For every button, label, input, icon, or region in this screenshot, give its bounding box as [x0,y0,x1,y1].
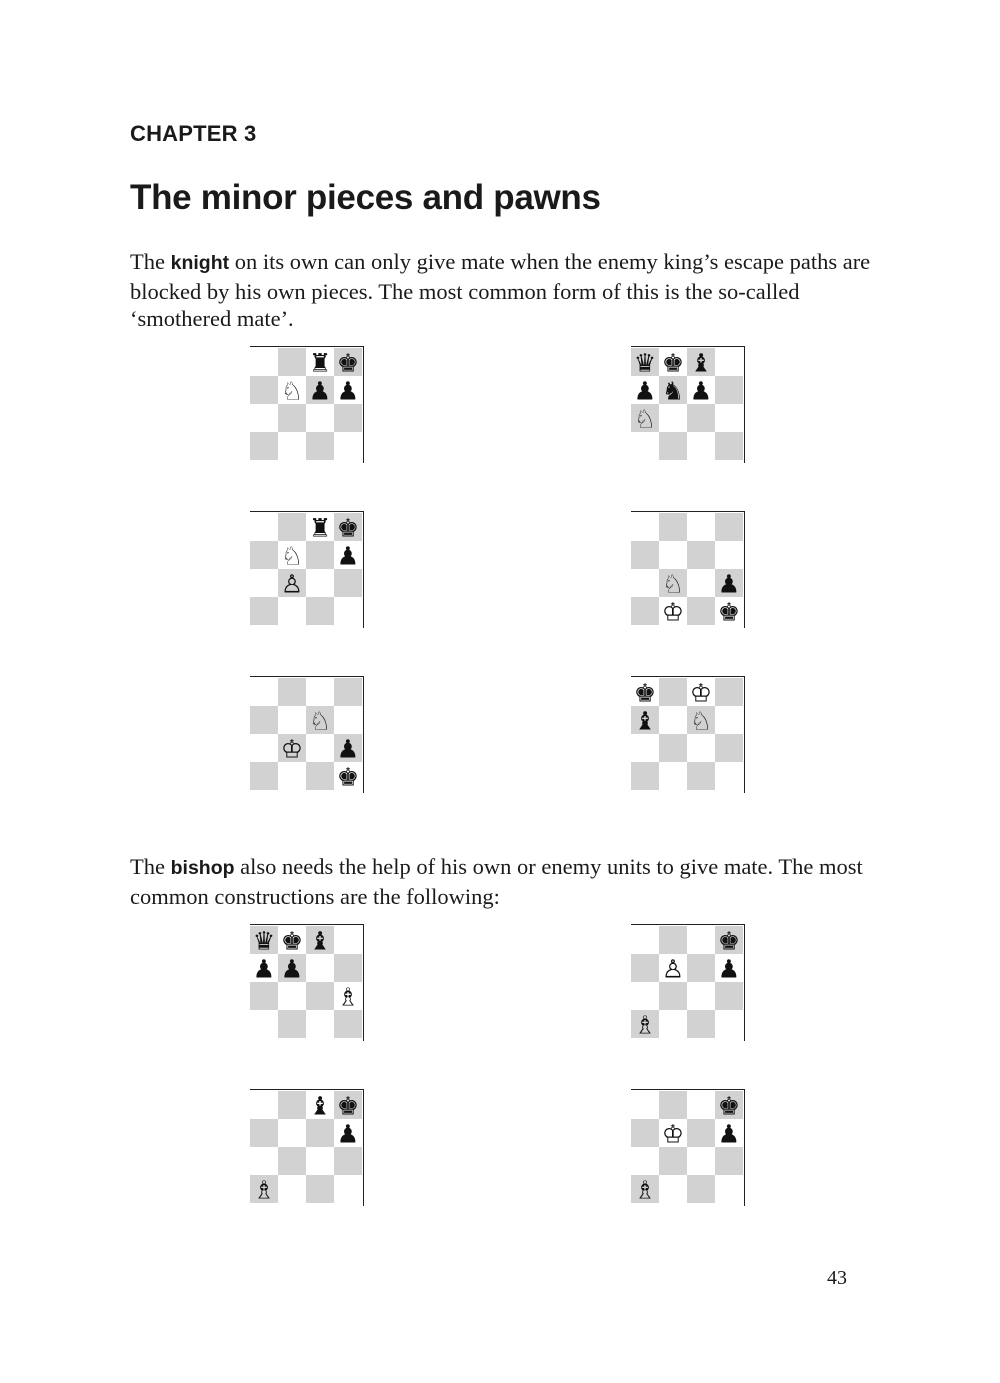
light-square [278,1175,306,1203]
white-bishop-icon: ♗ [633,1175,657,1205]
black-pawn-icon: ♟ [633,376,657,406]
dark-square [278,404,306,432]
light-square [278,597,306,625]
dark-square [659,513,687,541]
dark-square [715,1147,743,1175]
white-pawn-icon: ♙ [280,569,304,599]
black-rook-icon: ♜ [308,513,332,543]
dark-square [278,1147,306,1175]
keyword-bishop: bishop [170,857,235,879]
paragraph-text: also needs the help of his own or enemy units to give mate. The most common constructions are the following: [130,854,863,909]
board-grid [631,925,743,1041]
light-square [250,348,278,376]
white-king-icon: ♔ [661,597,685,627]
dark-square [278,1010,306,1038]
light-square [631,513,659,541]
light-square [687,1091,715,1119]
dark-square [631,762,659,790]
light-square [631,569,659,597]
dark-square [687,404,715,432]
dark-square [334,1010,362,1038]
dark-square [334,954,362,982]
light-square [659,706,687,734]
light-square [306,569,334,597]
light-square [631,734,659,762]
light-square [250,569,278,597]
black-pawn-icon: ♟ [336,734,360,764]
black-bishop-icon: ♝ [308,1091,332,1121]
board-grid [631,1090,743,1206]
dark-square [250,597,278,625]
white-knight-icon: ♘ [661,569,685,599]
dark-square [631,954,659,982]
white-bishop-icon: ♗ [633,1010,657,1040]
white-king-icon: ♔ [661,1119,685,1149]
white-knight-icon: ♘ [280,376,304,406]
dark-square [278,513,306,541]
dark-square [715,982,743,1010]
light-square [278,706,306,734]
black-pawn-icon: ♟ [336,541,360,571]
knight-intro-paragraph [130,248,890,333]
dark-square [250,982,278,1010]
dark-square [715,432,743,460]
light-square [659,541,687,569]
board-grid [250,925,362,1041]
dark-square [687,954,715,982]
dark-square [659,1091,687,1119]
paragraph-text: The [130,249,171,274]
white-bishop-icon: ♗ [252,1175,276,1205]
black-king-icon: ♚ [336,348,360,378]
black-pawn-icon: ♟ [689,376,713,406]
black-pawn-icon: ♟ [717,569,741,599]
black-king-icon: ♚ [336,1091,360,1121]
white-king-icon: ♔ [280,734,304,764]
dark-square [715,513,743,541]
dark-square [334,404,362,432]
dark-square [334,569,362,597]
dark-square [250,1119,278,1147]
black-pawn-icon: ♟ [336,376,360,406]
light-square [306,678,334,706]
light-square [687,982,715,1010]
black-king-icon: ♚ [661,348,685,378]
black-rook-icon: ♜ [308,348,332,378]
light-square [278,982,306,1010]
dark-square [659,432,687,460]
bishop-diagram-4 [631,1089,745,1206]
dark-square [687,762,715,790]
bishop-diagram-2 [631,924,745,1041]
board-grid [250,677,362,793]
dark-square [250,432,278,460]
dark-square [715,678,743,706]
black-queen-icon: ♛ [252,926,276,956]
knight-diagram-2 [631,346,745,463]
dark-square [278,678,306,706]
light-square [250,404,278,432]
black-pawn-icon: ♟ [280,954,304,984]
black-bishop-icon: ♝ [308,926,332,956]
light-square [334,597,362,625]
light-square [250,1010,278,1038]
light-square [306,1147,334,1175]
dark-square [659,678,687,706]
light-square [687,513,715,541]
knight-diagram-1 [250,346,364,463]
black-king-icon: ♚ [717,597,741,627]
light-square [278,432,306,460]
light-square [250,678,278,706]
light-square [715,541,743,569]
black-king-icon: ♚ [280,926,304,956]
light-square [306,954,334,982]
dark-square [250,376,278,404]
dark-square [334,1147,362,1175]
light-square [687,734,715,762]
dark-square [334,678,362,706]
dark-square [659,926,687,954]
bishop-diagram-1 [250,924,364,1041]
black-queen-icon: ♛ [633,348,657,378]
dark-square [687,1010,715,1038]
light-square [250,1147,278,1175]
light-square [659,762,687,790]
knight-diagram-3 [250,511,364,628]
black-pawn-icon: ♟ [308,376,332,406]
light-square [631,926,659,954]
light-square [687,432,715,460]
dark-square [306,762,334,790]
dark-square [659,734,687,762]
light-square [306,734,334,762]
dark-square [278,1091,306,1119]
knight-diagram-6 [631,676,745,793]
dark-square [715,376,743,404]
board-grid [250,512,362,628]
light-square [306,1010,334,1038]
dark-square [687,1119,715,1147]
light-square [334,1175,362,1203]
light-square [278,1119,306,1147]
dark-square [687,541,715,569]
dark-square [278,348,306,376]
black-bishop-icon: ♝ [633,706,657,736]
light-square [631,1147,659,1175]
chapter-title: The minor pieces and pawns [130,178,601,217]
keyword-knight: knight [170,252,230,274]
white-knight-icon: ♘ [280,541,304,571]
light-square [250,734,278,762]
black-bishop-icon: ♝ [689,348,713,378]
black-king-icon: ♚ [717,926,741,956]
board-grid [250,1090,362,1206]
dark-square [250,541,278,569]
dark-square [306,597,334,625]
light-square [631,1091,659,1119]
light-square [250,513,278,541]
light-square [659,404,687,432]
bishop-intro-paragraph [130,853,890,910]
dark-square [687,1175,715,1203]
light-square [687,569,715,597]
light-square [334,706,362,734]
light-square [250,1091,278,1119]
board-grid [250,347,362,463]
black-knight-icon: ♞ [661,376,685,406]
dark-square [631,1119,659,1147]
light-square [715,348,743,376]
knight-diagram-4 [631,511,745,628]
dark-square [715,734,743,762]
black-pawn-icon: ♟ [717,1119,741,1149]
black-pawn-icon: ♟ [717,954,741,984]
paragraph-text: on its own can only give mate when the enemy king’s escape paths are blocked by his own pieces. The most common form of this is the so-called ‘smothered mate’. [130,249,871,331]
light-square [659,1175,687,1203]
chapter-label: CHAPTER 3 [130,121,257,146]
dark-square [659,1147,687,1175]
dark-square [631,597,659,625]
paragraph-text: The [130,854,171,879]
white-knight-icon: ♘ [633,404,657,434]
bishop-diagram-3 [250,1089,364,1206]
light-square [334,926,362,954]
light-square [334,432,362,460]
dark-square [659,982,687,1010]
light-square [659,1010,687,1038]
light-square [715,706,743,734]
light-square [715,404,743,432]
light-square [631,982,659,1010]
black-king-icon: ♚ [633,678,657,708]
light-square [631,432,659,460]
dark-square [687,597,715,625]
dark-square [306,541,334,569]
white-king-icon: ♔ [689,678,713,708]
dark-square [306,1119,334,1147]
board-grid [631,512,743,628]
light-square [306,404,334,432]
page-number: 43 [827,1267,847,1289]
black-pawn-icon: ♟ [336,1119,360,1149]
light-square [687,926,715,954]
knight-diagram-5 [250,676,364,793]
white-bishop-icon: ♗ [336,982,360,1012]
light-square [715,1175,743,1203]
black-pawn-icon: ♟ [252,954,276,984]
black-king-icon: ♚ [336,513,360,543]
board-grid [631,347,743,463]
dark-square [306,982,334,1010]
dark-square [250,706,278,734]
light-square [278,762,306,790]
board-grid [631,677,743,793]
white-knight-icon: ♘ [308,706,332,736]
white-knight-icon: ♘ [689,706,713,736]
light-square [715,762,743,790]
black-king-icon: ♚ [336,762,360,792]
white-pawn-icon: ♙ [661,954,685,984]
black-king-icon: ♚ [717,1091,741,1121]
light-square [687,1147,715,1175]
dark-square [250,762,278,790]
dark-square [631,541,659,569]
light-square [715,1010,743,1038]
dark-square [306,432,334,460]
dark-square [306,1175,334,1203]
